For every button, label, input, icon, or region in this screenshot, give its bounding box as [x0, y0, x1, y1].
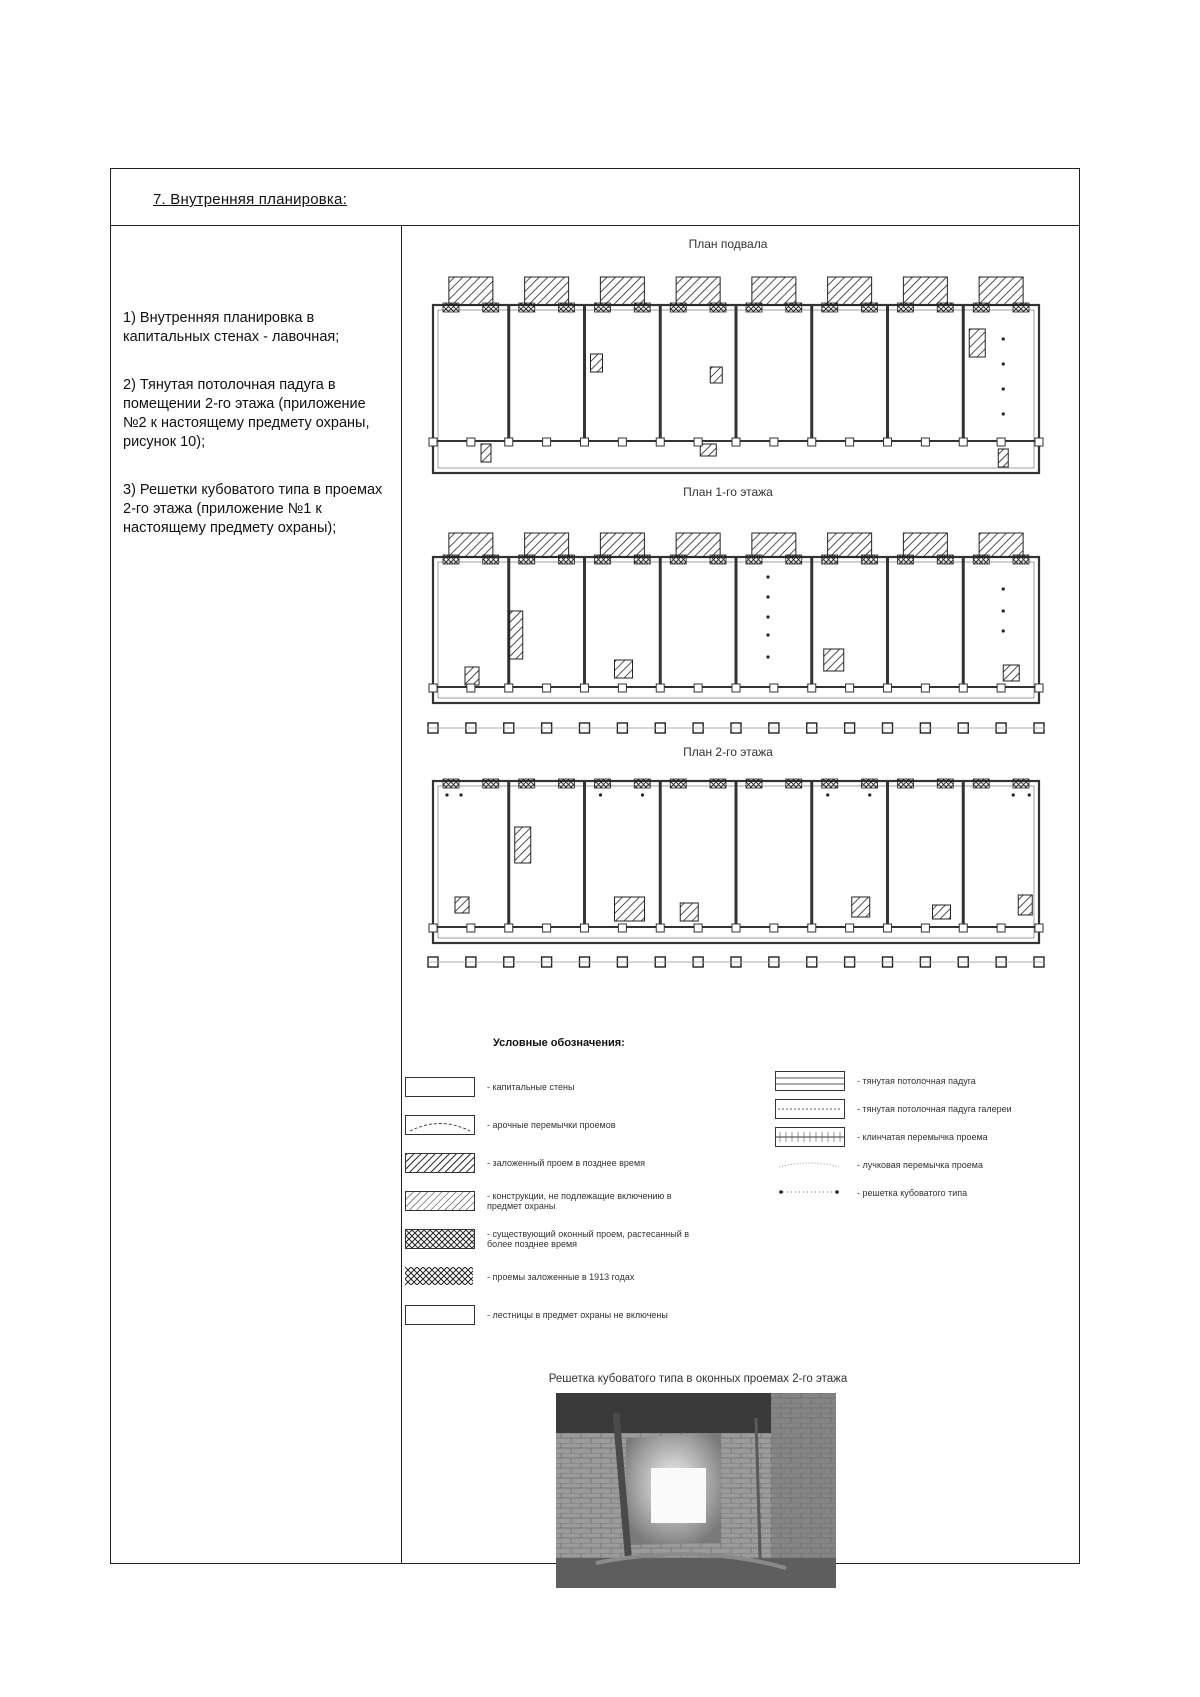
legend-label: - тянутая потолочная падуга	[857, 1076, 976, 1086]
legend-label: - лучковая перемычка проема	[857, 1160, 983, 1170]
legend-item	[775, 1071, 1072, 1091]
item-3: 3) Решетки кубоватого типа в проемах 2-го этажа (приложение №1 к настоящему предмету охраны);	[123, 482, 383, 536]
legend-swatch-icon	[775, 1183, 845, 1203]
legend-label: - заложенный проем в позднее время	[487, 1158, 646, 1168]
legend-item	[405, 1153, 702, 1173]
grille-photo	[556, 1393, 836, 1588]
photo-caption: Решетка кубоватого типа в оконных проемах 2-го этажа	[548, 1373, 848, 1385]
header-row	[111, 169, 1079, 226]
legend-title: Условные обозначения:	[493, 1037, 625, 1049]
legend-label: - лестницы в предмет охраны не включены	[487, 1310, 668, 1320]
document-frame	[110, 168, 1080, 1564]
legend-swatch-icon	[405, 1305, 475, 1325]
legend-swatch-icon	[405, 1153, 475, 1173]
legend-label: - решетка кубоватого типа	[857, 1188, 968, 1198]
floor1-plan-title: План 1-го этажа	[683, 485, 773, 499]
legend-item	[405, 1267, 702, 1287]
legend-swatch-icon	[405, 1267, 475, 1287]
legend-swatch-icon	[405, 1191, 475, 1211]
floor2-plan-title: План 2-го этажа	[683, 745, 773, 759]
legend-item	[405, 1115, 702, 1135]
legend-swatch-icon	[405, 1229, 475, 1249]
legend-label: - проемы заложенные в 1913 годах	[487, 1272, 635, 1282]
floor2-plan-drawing	[421, 767, 1051, 979]
legend-label: - клинчатая перемычка проема	[857, 1132, 988, 1142]
legend-item	[775, 1183, 1072, 1203]
basement-plan-title: План подвала	[688, 237, 768, 251]
legend-item	[405, 1229, 702, 1249]
legend-item	[405, 1077, 702, 1097]
legend-label: - капитальные стены	[487, 1082, 575, 1092]
legend-label: - тянутая потолочная падуга галереи	[857, 1104, 1012, 1114]
item-2: 2) Тянутая потолочная падуга в помещении 2-го этажа (приложение №2 к настоящему предмету охраны, рисунок 10);	[123, 377, 370, 450]
item-1: 1) Внутренняя планировка в капитальных стенах - лавочная;	[123, 310, 340, 345]
legend-item	[775, 1099, 1072, 1119]
description-column	[111, 225, 402, 1563]
legend-label: - арочные перемычки проемов	[487, 1120, 616, 1130]
legend-item	[405, 1191, 702, 1211]
floor1-plan-drawing	[421, 507, 1051, 739]
legend-label: - конструкции, не подлежащие включению в предмет охраны	[487, 1191, 672, 1211]
legend-swatch-icon	[775, 1155, 845, 1175]
section-title: 7. Внутренняя планировка:	[153, 191, 347, 208]
legend-swatch-icon	[775, 1071, 845, 1091]
legend-label: - существующий оконный проем, растесанный в более позднее время	[487, 1229, 690, 1249]
legend-item	[405, 1305, 702, 1325]
basement-plan-drawing	[421, 259, 1051, 481]
legend-item	[775, 1155, 1072, 1175]
legend-swatch-icon	[775, 1099, 845, 1119]
drawings-column	[403, 225, 1079, 1563]
legend-item	[775, 1127, 1072, 1147]
legend-swatch-icon	[405, 1077, 475, 1097]
legend-swatch-icon	[775, 1127, 845, 1147]
legend-swatch-icon	[405, 1115, 475, 1135]
